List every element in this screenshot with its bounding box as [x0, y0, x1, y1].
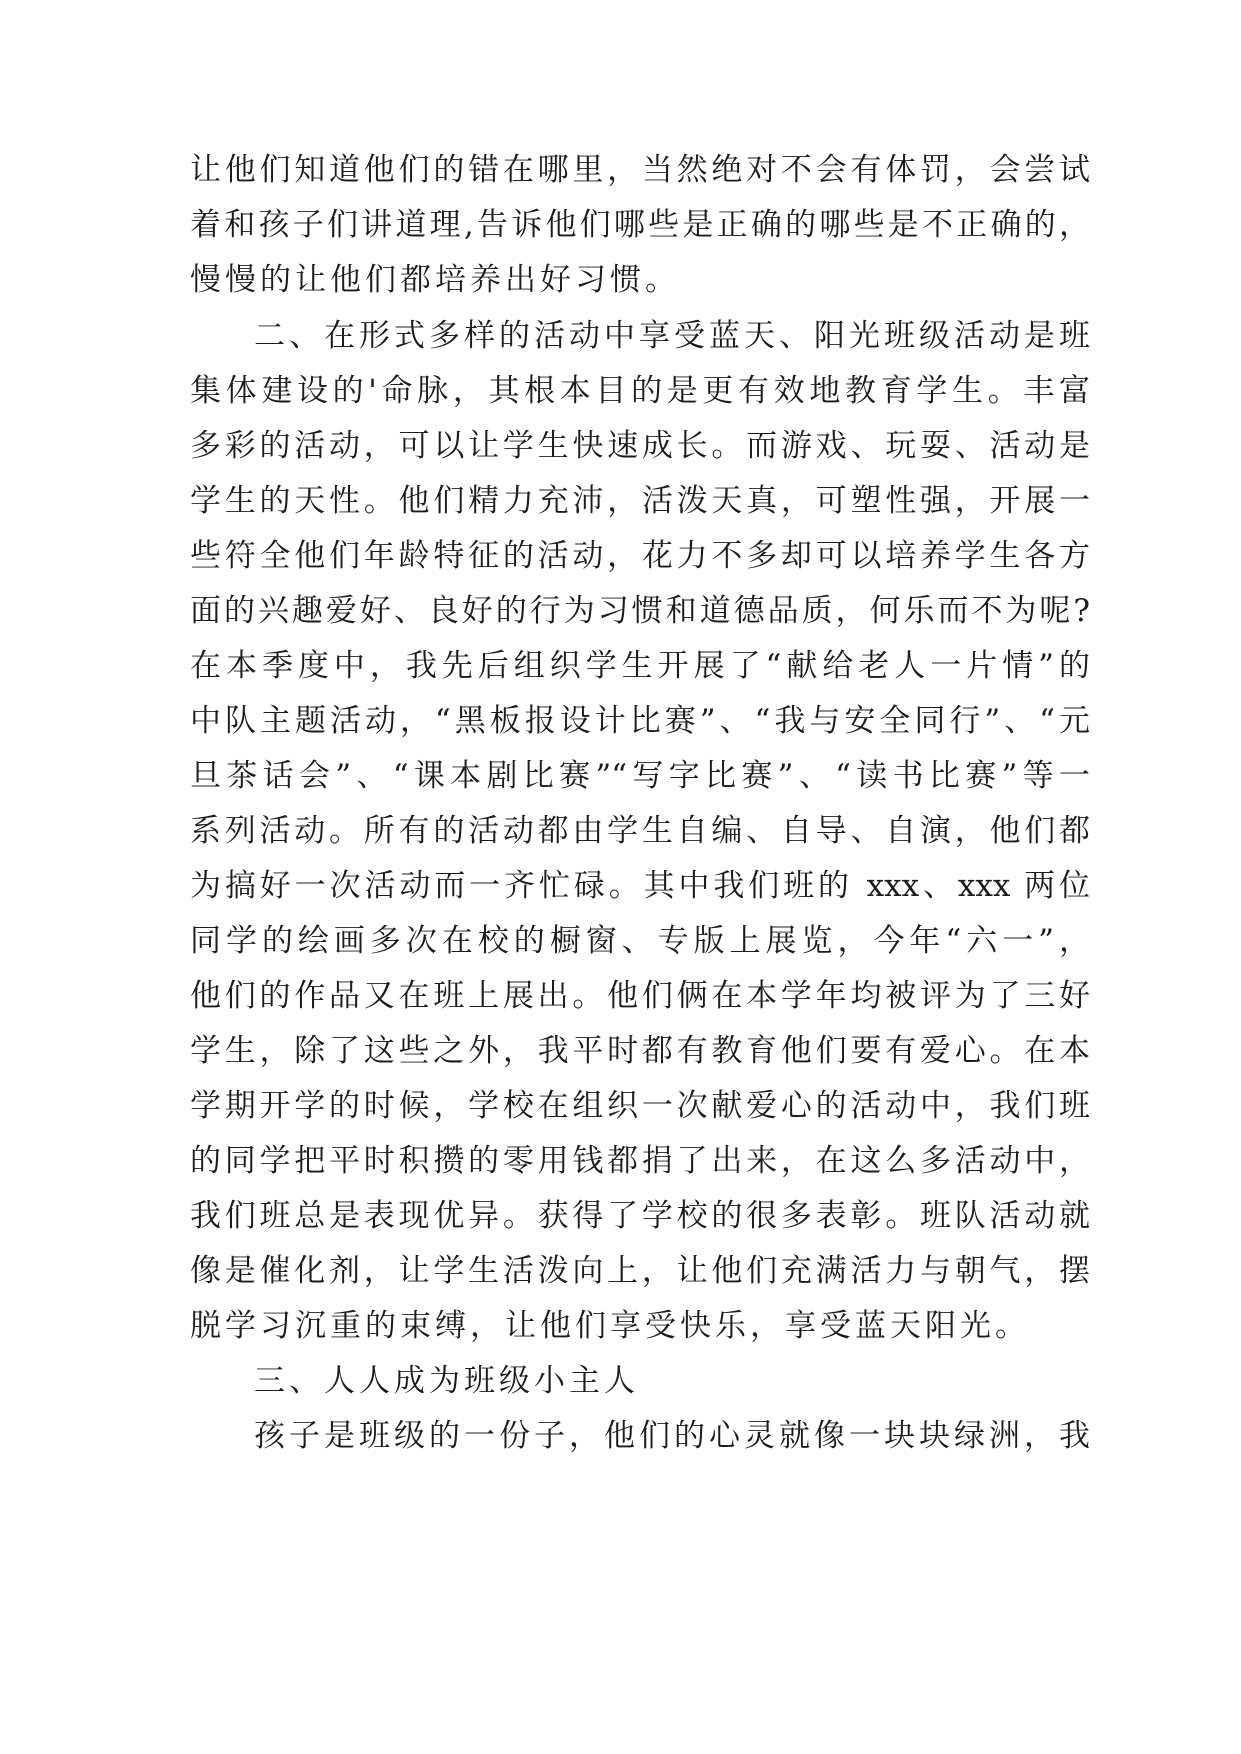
section-heading-3: 三、人人成为班级小主人	[254, 1363, 639, 1399]
section-heading-2: 二、在形式多样的活动中享受蓝天、阳光班级活动是班	[254, 318, 1090, 354]
text-line: 孩子是班级的一份子，他们的心灵就像一块块绿洲，我	[254, 1418, 1090, 1454]
text-line: 学生，除了这些之外，我平时都有教育他们要有爱心。在本	[190, 1033, 1090, 1069]
text-line: 面的兴趣爱好、良好的行为习惯和道德品质，何乐而不为呢?	[190, 593, 1090, 629]
text-line: 像是催化剂，让学生活泼向上，让他们充满活力与朝气，摆	[190, 1253, 1090, 1289]
text-line: 学期开学的时候，学校在组织一次献爱心的活动中，我们班	[190, 1088, 1090, 1124]
text-line: 他们的作品又在班上展出。他们俩在本学年均被评为了三好	[190, 978, 1090, 1014]
text-line: 集体建设的'命脉，其根本目的是更有效地教育学生。丰富	[190, 373, 1090, 409]
text-line: 中队主题活动，“黑板报设计比赛”、“我与安全同行”、“元	[190, 703, 1090, 739]
text-line: 学生的天性。他们精力充沛，活泼天真，可塑性强，开展一	[190, 483, 1090, 519]
text-line: 慢慢的让他们都培养出好习惯。	[190, 262, 680, 298]
text-line: 在本季度中，我先后组织学生开展了“献给老人一片情”的	[190, 648, 1090, 684]
text-line: 脱学习沉重的束缚，让他们享受快乐，享受蓝天阳光。	[190, 1308, 1030, 1344]
text-line: 同学的绘画多次在校的橱窗、专版上展览，今年“六一”，	[190, 923, 1090, 959]
text-line: 让他们知道他们的错在哪里，当然绝对不会有体罚，会尝试	[190, 152, 1090, 188]
text-line: 些符全他们年龄特征的活动，花力不多却可以培养学生各方	[190, 538, 1090, 574]
text-line: 为搞好一次活动而一齐忙碌。其中我们班的 xxx、xxx 两位	[190, 868, 1090, 904]
text-line: 系列活动。所有的活动都由学生自编、自导、自演，他们都	[190, 813, 1090, 849]
text-line: 着和孩子们讲道理,告诉他们哪些是正确的哪些是不正确的，	[190, 207, 1090, 243]
text-line: 我们班总是表现优异。获得了学校的很多表彰。班队活动就	[190, 1198, 1090, 1234]
text-line: 旦茶话会”、“课本剧比赛”“写字比赛”、“读书比赛”等一	[190, 758, 1090, 794]
text-line: 的同学把平时积攒的零用钱都捐了出来，在这么多活动中，	[190, 1143, 1090, 1179]
text-line: 多彩的活动，可以让学生快速成长。而游戏、玩耍、活动是	[190, 428, 1090, 464]
